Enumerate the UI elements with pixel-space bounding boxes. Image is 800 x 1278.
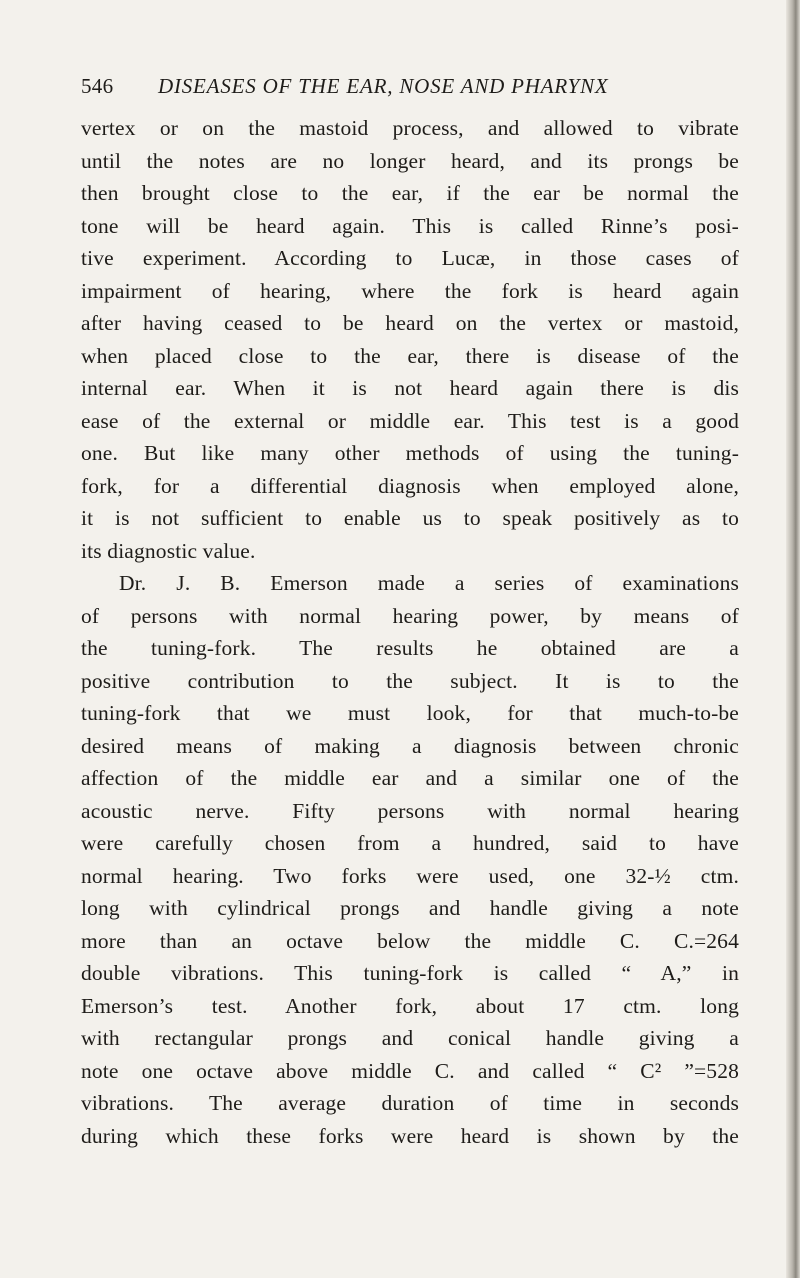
text-line: double vibrations. This tuning-fork is called “ A,” in [81, 961, 739, 985]
text-line: affection of the middle ear and a similar one of the [81, 766, 739, 790]
page-edge-shadow [786, 0, 800, 1278]
text-line: acoustic nerve. Fifty persons with normal hearing [81, 798, 739, 823]
text-line: of persons with normal hearing power, by means of [81, 603, 739, 628]
running-head: DISEASES OF THE EAR, NOSE AND PHARYNX [158, 74, 609, 98]
text-line: until the notes are no longer heard, and its prongs be [81, 148, 739, 173]
text-line: long with cylindrical prongs and handle giving a note [81, 896, 739, 920]
text-line: with rectangular prongs and conical handle giving a [81, 1026, 739, 1050]
paragraph-first-line: Dr. J. B. Emerson made a series of examinations [119, 571, 739, 595]
text-line: Emerson’s test. Another fork, about 17 ctm. long [81, 993, 739, 1018]
text-line: then brought close to the ear, if the ear be normal the [81, 181, 739, 205]
text-line: impairment of hearing, where the fork is heard again [81, 278, 739, 303]
text-line: desired means of making a diagnosis between chronic [81, 733, 739, 758]
text-line: it is not sufficient to enable us to speak positively as to [81, 506, 739, 530]
text-line: tone will be heard again. This is called Rinne’s posi- [81, 213, 739, 238]
text-line: normal hearing. Two forks were used, one 32-½ ctm. [81, 863, 739, 888]
text-line: vibrations. The average duration of time in seconds [81, 1091, 739, 1115]
text-line: the tuning-fork. The results he obtained are a [81, 636, 739, 660]
text-line: tuning-fork that we must look, for that much-to-be [81, 701, 739, 725]
page-number: 546 [81, 74, 114, 98]
text-line: positive contribution to the subject. It is to the [81, 668, 739, 693]
text-line: when placed close to the ear, there is disease of the [81, 343, 739, 368]
text-line: more than an octave below the middle C. C.=264 [81, 928, 739, 953]
text-line: after having ceased to be heard on the vertex or mastoid, [81, 311, 739, 335]
text-line: one. But like many other methods of using the tuning- [81, 441, 739, 465]
page-header [81, 74, 741, 104]
text-line: during which these forks were heard is shown by the [81, 1123, 739, 1148]
text-line: were carefully chosen from a hundred, said to have [81, 831, 739, 855]
text-line: ease of the external or middle ear. This test is a good [81, 408, 739, 433]
body-text [81, 112, 739, 1152]
text-line: vertex or on the mastoid process, and allowed to vibrate [81, 116, 739, 140]
text-line: internal ear. When it is not heard again there is dis [81, 376, 739, 400]
text-line: fork, for a differential diagnosis when employed alone, [81, 473, 739, 498]
paragraph-last-line: its diagnostic value. [81, 538, 256, 563]
text-line: tive experiment. According to Lucæ, in those cases of [81, 246, 739, 270]
text-line: note one octave above middle C. and called “ C² ”=528 [81, 1058, 739, 1083]
